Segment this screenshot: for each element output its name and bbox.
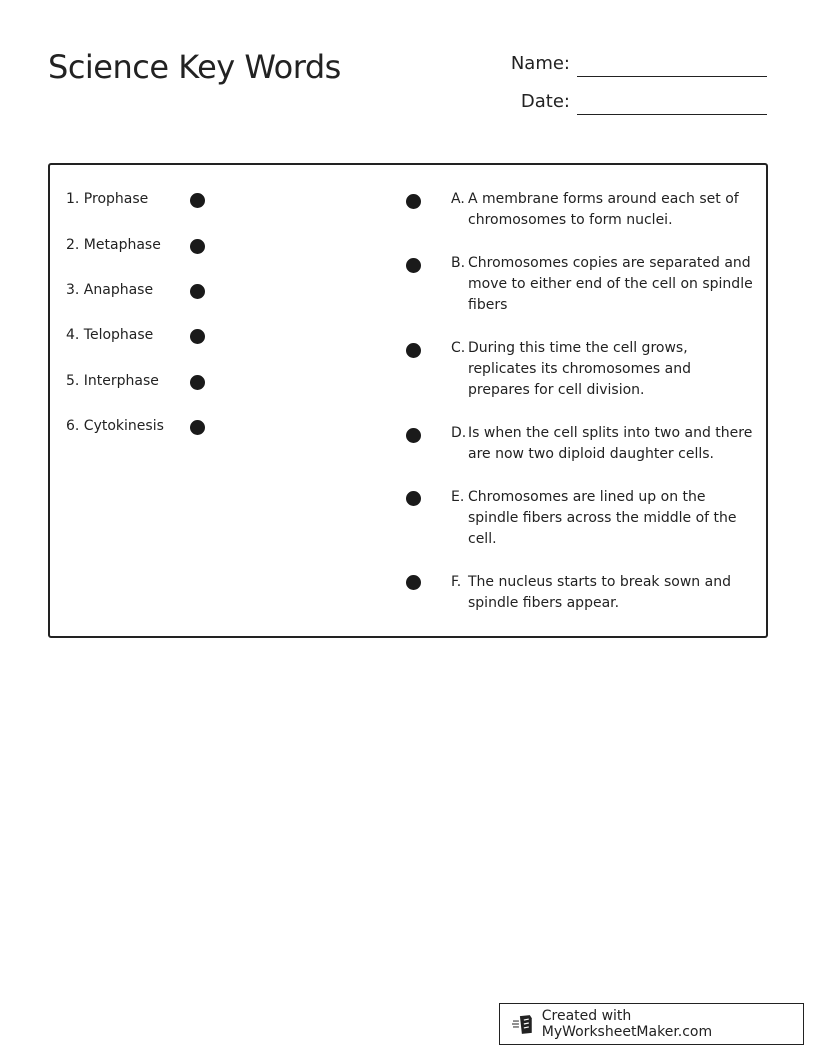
definition-letter: C.: [451, 340, 466, 356]
term-match-dot[interactable]: [190, 420, 205, 435]
definition-letter: B.: [451, 255, 466, 271]
term-item: 5. Interphase: [66, 373, 159, 389]
definition-match-dot[interactable]: [406, 575, 421, 590]
definition-letter: D.: [451, 425, 467, 441]
term-item: 4. Telophase: [66, 327, 154, 343]
definition-item: [451, 572, 756, 614]
footer-text: Created with MyWorksheetMaker.com: [541, 1008, 713, 1040]
term-match-dot[interactable]: [190, 284, 205, 299]
footer-credit[interactable]: [499, 1003, 804, 1045]
definition-match-dot[interactable]: [406, 343, 421, 358]
name-label: Name:: [510, 53, 570, 74]
date-field[interactable]: [577, 114, 767, 115]
definition-text: Is when the cell splits into two and there are now two diploid daughter cells.: [468, 425, 753, 462]
worksheet-logo-icon: [512, 1013, 534, 1035]
definition-text: Chromosomes are lined up on the spindle fibers across the middle of the cell.: [468, 489, 737, 547]
definition-match-dot[interactable]: [406, 428, 421, 443]
definition-match-dot[interactable]: [406, 258, 421, 273]
term-item: 1. Prophase: [66, 191, 149, 207]
definition-item: [451, 253, 756, 316]
definition-text: During this time the cell grows, replicates its chromosomes and prepares for cell division.: [468, 340, 691, 398]
definition-match-dot[interactable]: [406, 491, 421, 506]
definition-item: [451, 338, 756, 401]
term-item: 3. Anaphase: [66, 282, 154, 298]
term-match-dot[interactable]: [190, 375, 205, 390]
definition-item: [451, 487, 756, 550]
definition-text: Chromosomes copies are separated and move to either end of the cell on spindle fibers: [468, 255, 753, 313]
date-label: Date:: [520, 91, 570, 112]
name-field[interactable]: [577, 76, 767, 77]
term-item: 2. Metaphase: [66, 237, 161, 253]
term-match-dot[interactable]: [190, 193, 205, 208]
definition-letter: A.: [451, 191, 465, 207]
definition-text: The nucleus starts to break sown and spindle fibers appear.: [468, 574, 731, 611]
term-item: 6. Cytokinesis: [66, 418, 164, 434]
definition-match-dot[interactable]: [406, 194, 421, 209]
term-match-dot[interactable]: [190, 329, 205, 344]
definition-item: [451, 189, 756, 231]
definition-text: A membrane forms around each set of chromosomes to form nuclei.: [468, 191, 739, 228]
definition-item: [451, 423, 756, 465]
definition-letter: F.: [451, 574, 462, 590]
term-match-dot[interactable]: [190, 239, 205, 254]
definition-letter: E.: [451, 489, 465, 505]
page-title: Science Key Words: [48, 48, 341, 86]
